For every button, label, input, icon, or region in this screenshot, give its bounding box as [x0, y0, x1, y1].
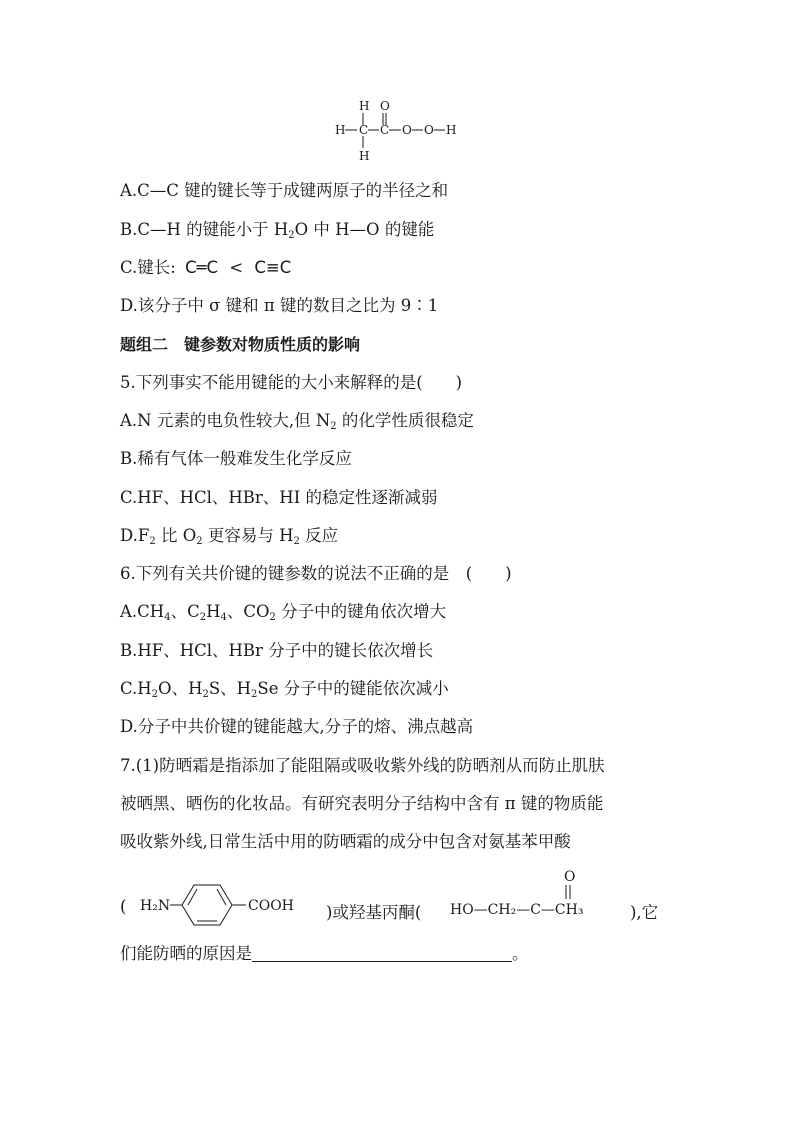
q5-option-a: A.N 元素的电负性较大,但 $N_2$ 的化学性质很稳定: [120, 411, 474, 432]
q4-option-d: D.该分子中 σ 键和 π 键的数目之比为 9∶1: [120, 296, 439, 315]
atom-h-right: H: [446, 123, 457, 137]
atom-h-bottom: H: [359, 149, 370, 163]
q7-line-2: 被晒黑、晒伤的化妆品。有研究表明分子结构中含有 π 键的物质能: [120, 794, 604, 813]
q7-line-5: 们能防晒的原因是 。: [120, 944, 529, 963]
q5-option-c: C.HF、HCl、HBr、HI 的稳定性逐渐减弱: [120, 488, 438, 507]
q6-option-d: D.分子中共价键的键能越大,分子的熔、沸点越高: [120, 717, 474, 736]
q7-end-text: ),它: [630, 903, 659, 922]
q4-option-a: A.C—C 键的键长等于成键两原子的半径之和: [120, 181, 449, 200]
atom-h-top: H: [359, 99, 370, 113]
q5-option-b: B.稀有气体一般难发生化学反应: [120, 449, 352, 468]
hydroxyacetone-chain: HO—CH₂—C—CH₃: [450, 902, 584, 918]
paba-amino-group: H₂N: [140, 898, 171, 914]
atom-h-left: H: [335, 123, 346, 137]
q7-mid-text: )或羟基丙酮(: [326, 903, 422, 922]
q5-stem: 5.下列事实不能用键能的大小来解释的是( ): [120, 373, 463, 392]
q7-line-1: 7.(1)防晒霜是指添加了能阻隔或吸收紫外线的防晒剂从而防止肌肤: [120, 756, 605, 775]
q7-line-3: 吸收紫外线,日常生活中用的防晒霜的成分中包含对氨基苯甲酸: [120, 832, 571, 851]
q5-option-d: $D.F_2$ 比 $O_2$ 更容易与 $H_2$ 反应: [120, 526, 339, 547]
ketone-oxygen: O: [564, 869, 576, 885]
q7-line-4: (: [120, 897, 127, 916]
hydroxyacetone-structure: [448, 866, 628, 922]
group-heading: 题组二 键参数对物质性质的影响: [120, 335, 361, 354]
q6-option-b: B.HF、HCl、HBr 分子中的键长依次增长: [120, 641, 434, 660]
answer-blank[interactable]: [252, 945, 512, 962]
atom-o2: O: [424, 123, 434, 137]
q4-option-c: C.键长: C═C < C≡C: [120, 258, 292, 277]
q6-stem: 6.下列有关共价键的键参数的说法不正确的是 ( ): [120, 564, 512, 583]
atom-c1: C: [359, 123, 369, 137]
peroxyacetic-acid-structure: [325, 98, 475, 168]
benzene-ring: [182, 885, 232, 925]
atom-c2: C: [380, 123, 390, 137]
q6-option-c: $C.H_2O$、$H_2S$、$H_2Se$ 分子中的键能依次减小: [120, 679, 449, 700]
paba-carboxyl-group: COOH: [248, 898, 294, 914]
q6-option-a: $A.CH_4$、$C_2H_4$、$CO_2$ 分子中的键角依次增大: [120, 602, 447, 623]
para-aminobenzoic-acid-structure: [136, 880, 326, 930]
atom-o1: O: [402, 123, 412, 137]
atom-o-carbonyl: O: [380, 99, 390, 113]
q4-option-b: B.C—H 的键能小于 $H_2O$ 中 H—O 的键能: [120, 220, 435, 241]
